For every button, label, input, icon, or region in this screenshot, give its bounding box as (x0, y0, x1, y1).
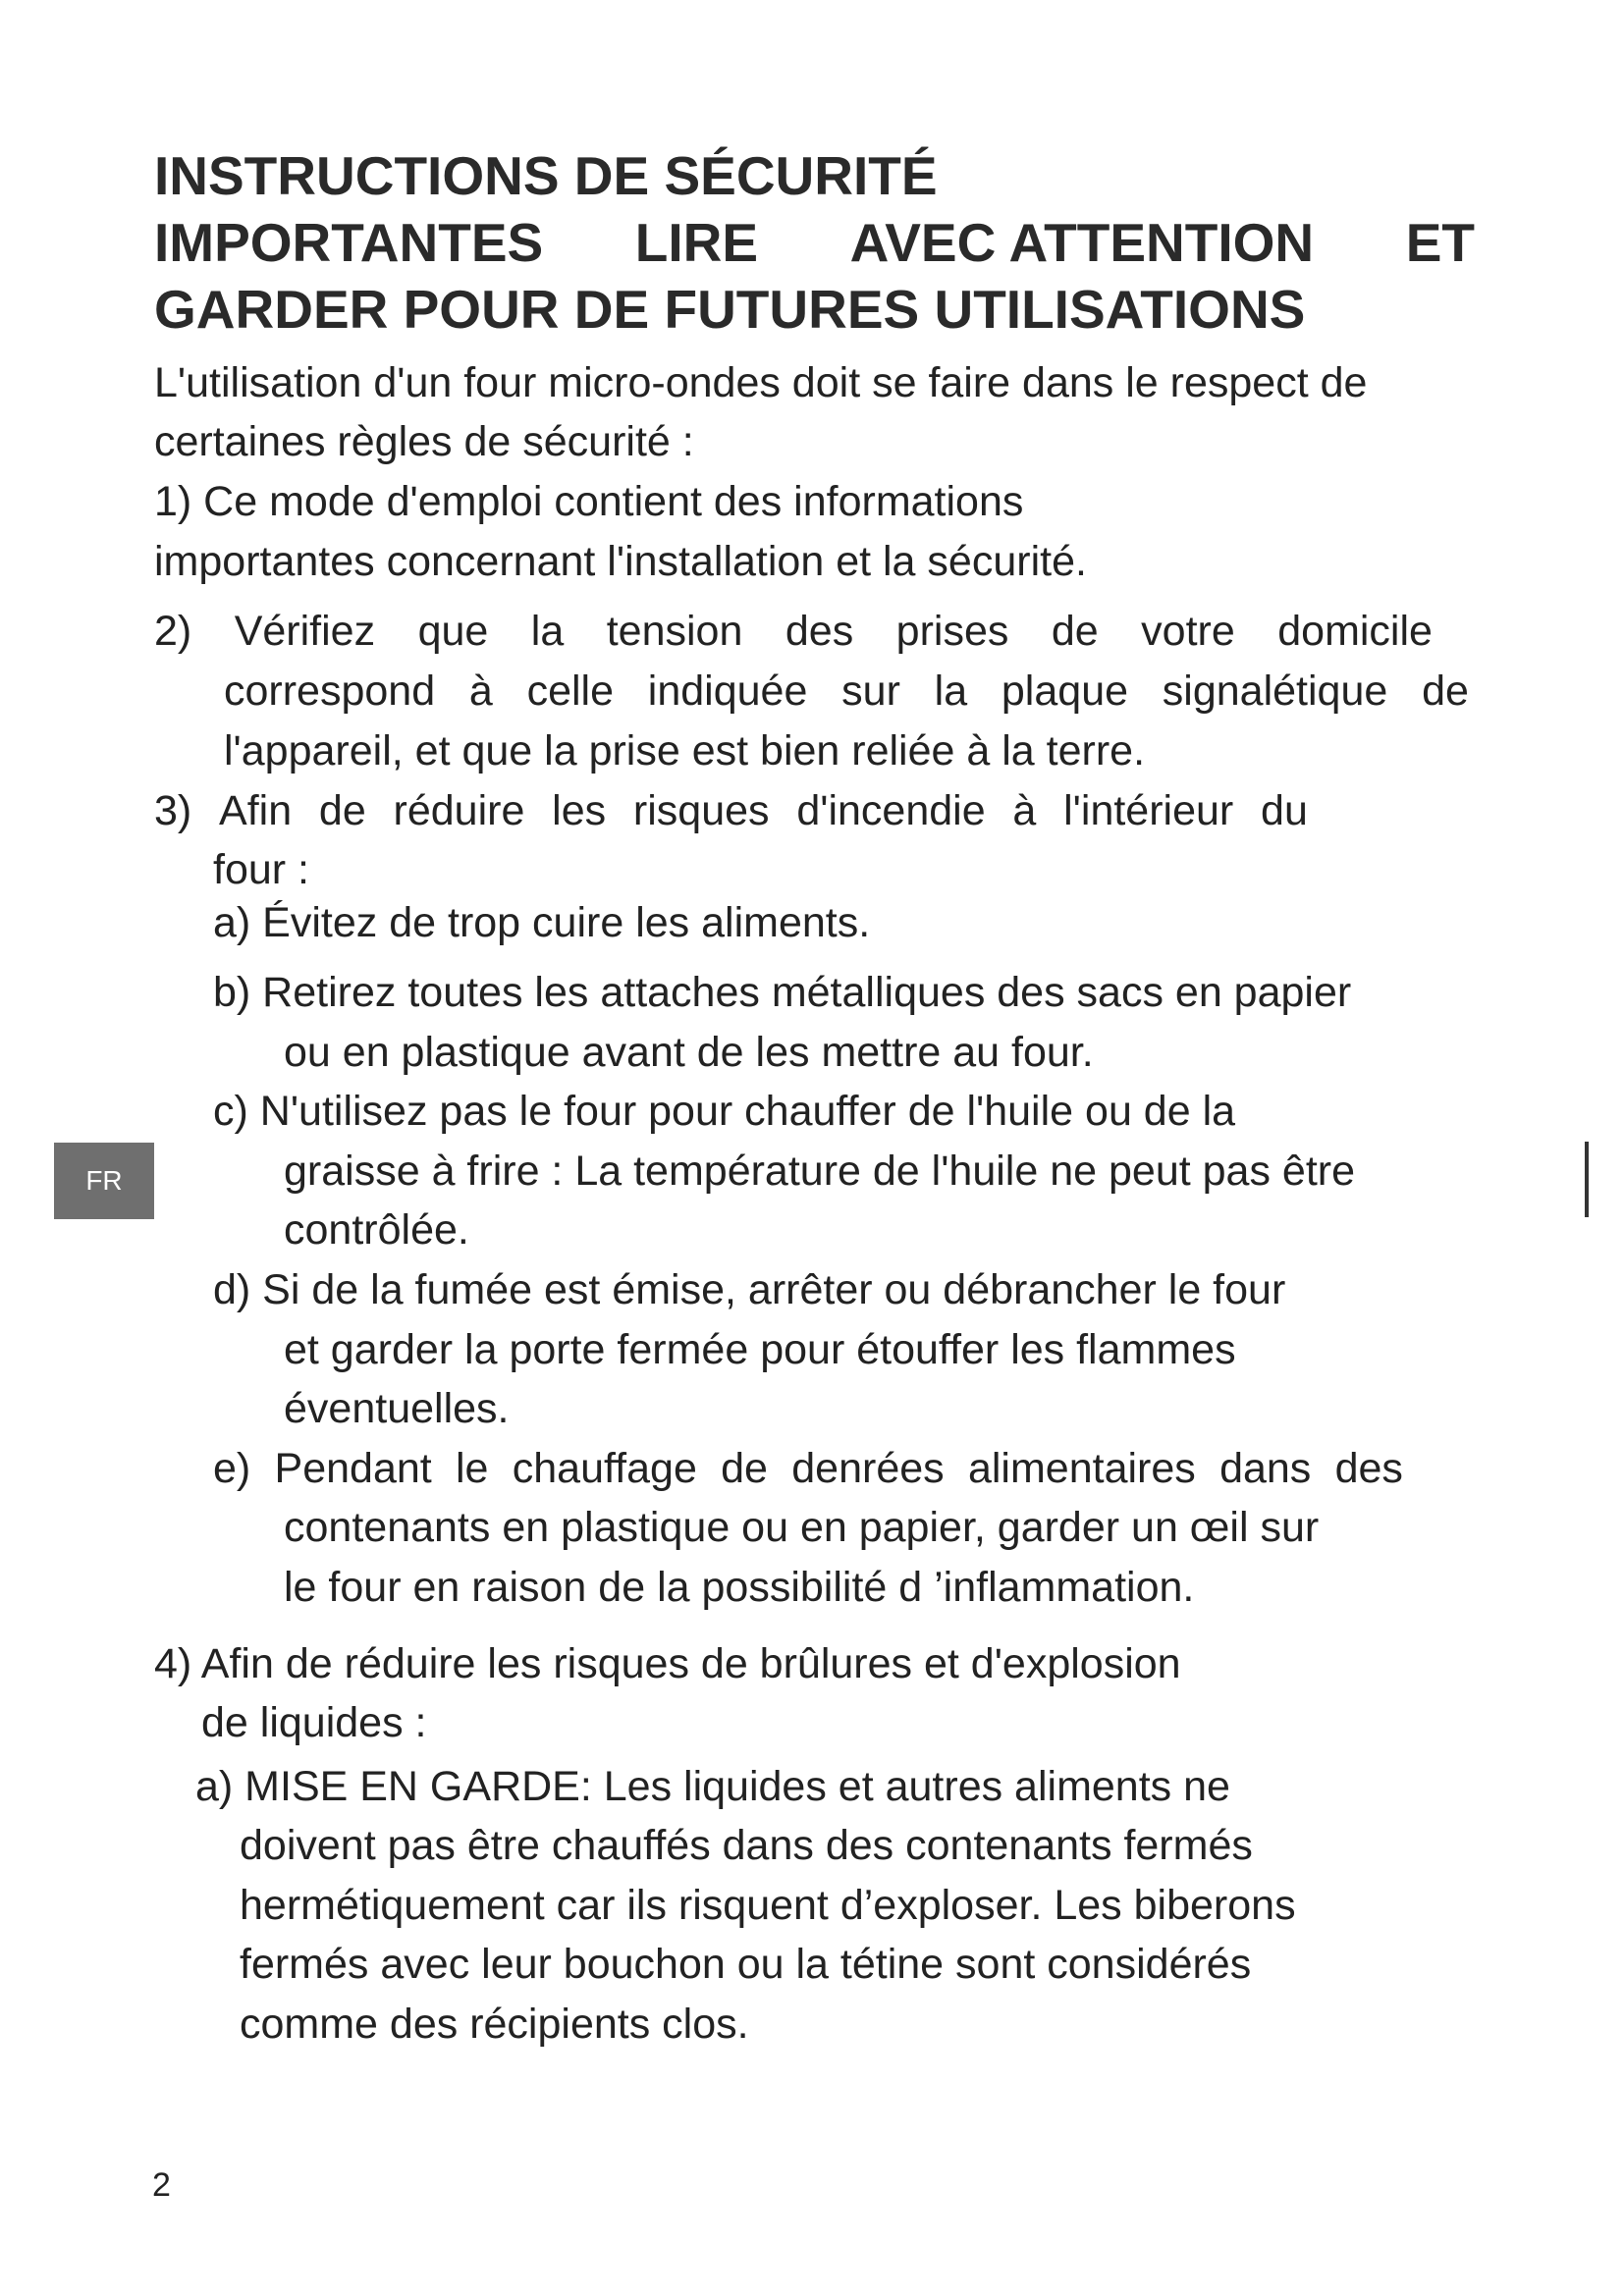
intro-line: L'utilisation d'un four micro-ondes doit se faire dans le respect de (154, 359, 1368, 406)
item-3d-line: d) Si de la fumée est émise, arrêter ou débrancher le four (213, 1266, 1286, 1313)
heading-line-3: GARDER POUR DE FUTURES UTILISATIONS (154, 279, 1306, 340)
item-3-line: four : (213, 846, 309, 893)
item-3c-line: contrôlée. (284, 1206, 469, 1254)
item-3c-line: c) N'utilisez pas le four pour chauffer de l'huile ou de la (213, 1088, 1236, 1135)
heading-line-1 (154, 143, 1074, 208)
item-4a-line: hermétiquement car ils risquent d’exploser. Les biberons (240, 1882, 1296, 1929)
item-1-line: importantes concernant l'installation et la sécurité. (154, 538, 1087, 585)
item-3-line: 3) Afin de réduire les risques d'incendie à l'intérieur du (154, 787, 1308, 834)
item-3a-line: a) Évitez de trop cuire les aliments. (213, 899, 871, 946)
heading-word: ET (1405, 212, 1475, 273)
item-2-line: 2) Vérifiez que la tension des prises de votre domicile (154, 608, 1433, 655)
page-number: 2 (152, 2166, 171, 2204)
item-3b-line: b) Retirez toutes les attaches métalliques des sacs en papier (213, 969, 1352, 1016)
item-4a-line: fermés avec leur bouchon ou la tétine sont considérés (240, 1941, 1252, 1988)
language-tab: FR (54, 1143, 154, 1219)
item-3b-line: ou en plastique avant de les mettre au four. (284, 1029, 1094, 1076)
item-4a-line: a) MISE EN GARDE: Les liquides et autres aliments ne (195, 1763, 1230, 1810)
item-4-line: de liquides : (201, 1699, 427, 1746)
heading-line-2 (154, 210, 1475, 275)
item-2-line: l'appareil, et que la prise est bien reliée à la terre. (224, 727, 1146, 774)
intro-line: certaines règles de sécurité : (154, 418, 694, 465)
item-4a-line: comme des récipients clos. (240, 2001, 749, 2048)
item-2-line: correspond à celle indiquée sur la plaque signalétique de (224, 667, 1469, 715)
heading-word: IMPORTANTES (154, 212, 544, 273)
heading-word: DE (573, 145, 650, 206)
item-4a-line: doivent pas être chauffés dans des contenants fermés (240, 1822, 1253, 1869)
heading-word: INSTRUCTIONS (154, 145, 560, 206)
heading-word: AVEC ATTENTION (849, 212, 1315, 273)
item-3d-line: éventuelles. (284, 1385, 510, 1432)
item-3e-line: e) Pendant le chauffage de denrées alimentaires dans des (213, 1445, 1403, 1492)
item-3e-line: contenants en plastique ou en papier, garder un œil sur (284, 1504, 1320, 1551)
item-1-line: 1) Ce mode d'emploi contient des informations (154, 478, 1024, 525)
item-3e-line: le four en raison de la possibilité d ’inflammation. (284, 1564, 1195, 1611)
heading-word: LIRE (634, 212, 759, 273)
item-3c-line: graisse à frire : La température de l'huile ne peut pas être (284, 1148, 1355, 1195)
heading-word: SÉCURITÉ (664, 145, 938, 206)
item-4-line: 4) Afin de réduire les risques de brûlures et d'explosion (154, 1640, 1181, 1687)
page-edge-marker (1585, 1142, 1589, 1217)
item-3d-line: et garder la porte fermée pour étouffer les flammes (284, 1326, 1236, 1373)
